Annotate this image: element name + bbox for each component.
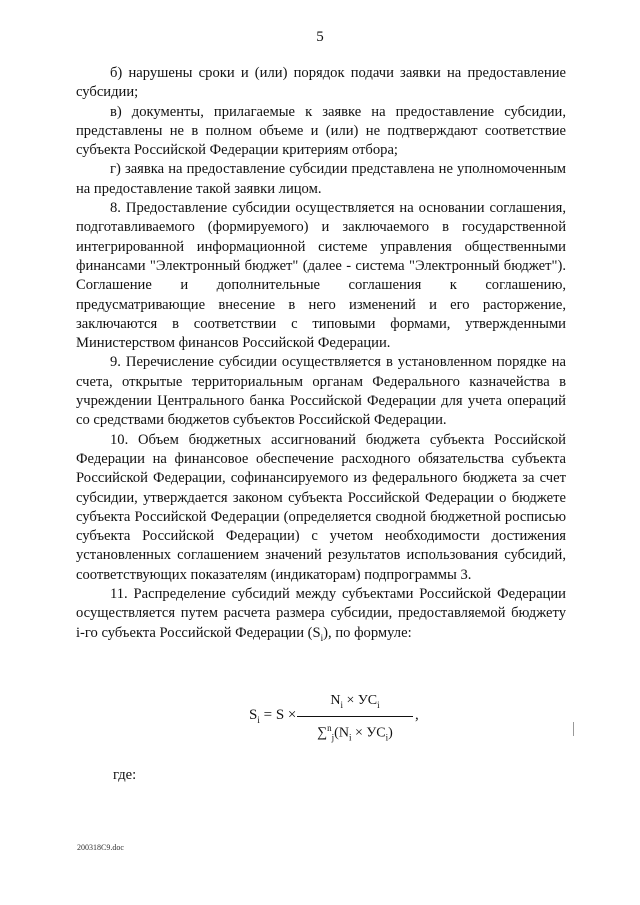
formula-numerator [297, 692, 413, 714]
formula-den-us: × УС [351, 725, 386, 741]
formula-num-us: × УС [342, 693, 378, 708]
paragraph-11 [76, 585, 566, 648]
paragraph-8: 8. Предоставление субсидии осуществляется на основании соглашения, подготавливаемого (формируемого) и заключаемого в государственной интегрированной информационной системе управления общественными финансами "Электронный бюджет" (далее - система "Электронный бюджет"). Соглашение и дополнительные соглашения к соглашению, предусматривающие внесение в него изменений и его расторжение, заключаются в соответствии с типовыми формами, утвержденными Министерством финансов Российской Федерации. [76, 200, 566, 352]
formula-sum-sign: ∑ [317, 725, 328, 741]
formula-den-open: (N [334, 725, 349, 741]
footer-filename: 200318C9.doc [77, 843, 124, 852]
formula-denominator [297, 719, 413, 746]
formula-sum-lower: j [331, 732, 335, 743]
where-label: где: [113, 767, 137, 783]
formula-sum-upper: n [327, 722, 332, 733]
formula-num-n: N [330, 693, 341, 708]
paragraph-item-v: в) документы, прилагаемые к заявке на предоставление субсидии, представлены не в полном объеме и (или) не подтверждают соответствие субъекта Российской Федерации критериям отбора; [76, 103, 566, 159]
formula-num-us-subscript: i [377, 699, 380, 710]
formula-lhs [249, 707, 296, 725]
paragraph-11-subscript: i [320, 632, 324, 643]
paragraph-11-tail: ), по формуле: [323, 624, 412, 641]
formula-num-n-subscript: i [340, 699, 343, 710]
margin-mark [573, 722, 574, 736]
paragraph-9: 9. Перечисление субсидии осуществляется в установленном порядке на счета, открытые территориальным органам Федерального казначейства в учреждении Центрального банка Российской Федерации для учета операций со средствами бюджетов субъектов Российской Федерации. [76, 354, 566, 429]
formula-den-us-subscript: i [385, 732, 389, 743]
formula-comma: , [415, 707, 419, 723]
formula-equals-term: = S × [259, 707, 297, 723]
formula-fraction [297, 692, 413, 746]
paragraph-item-b: б) нарушены сроки и (или) порядок подачи заявки на предоставление субсидии; [76, 65, 566, 101]
document-body [76, 64, 566, 648]
formula-lhs-subscript: i [257, 715, 260, 725]
paragraph-item-g: г) заявка на предоставление субсидии представлена не уполномоченным на предоставление такой заявки лицом. [76, 161, 566, 197]
formula-den-n-subscript: i [348, 732, 352, 743]
formula-fraction-bar [297, 716, 413, 717]
page-number: 5 [316, 29, 324, 45]
subsidy-formula [249, 692, 429, 742]
formula-lhs-symbol: S [249, 707, 258, 723]
paragraph-11-text: 11. Распределение субсидий между субъектами Российской Федерации осуществляется путем расчета размера субсидии, предоставляемой бюджету i-го субъекта Российской Федерации (S [76, 586, 566, 641]
paragraph-10: 10. Объем бюджетных ассигнований бюджета субъекта Российской Федерации на финансовое обеспечение расходного обязательства субъекта Российской Федерации, софинансируемого из федерального бюджета за счет субсидии, утверждается законом субъекта Российской Федерации о бюджете субъекта Российской Федерации (определяется сводной бюджетной росписью субъекта Российской Федерации) с учетом необходимости достижения установленных соглашением значений результатов использования субсидий, соответствующих показателям (индикаторам) подпрограммы 3. [76, 431, 566, 583]
formula-den-close: ) [388, 725, 393, 741]
